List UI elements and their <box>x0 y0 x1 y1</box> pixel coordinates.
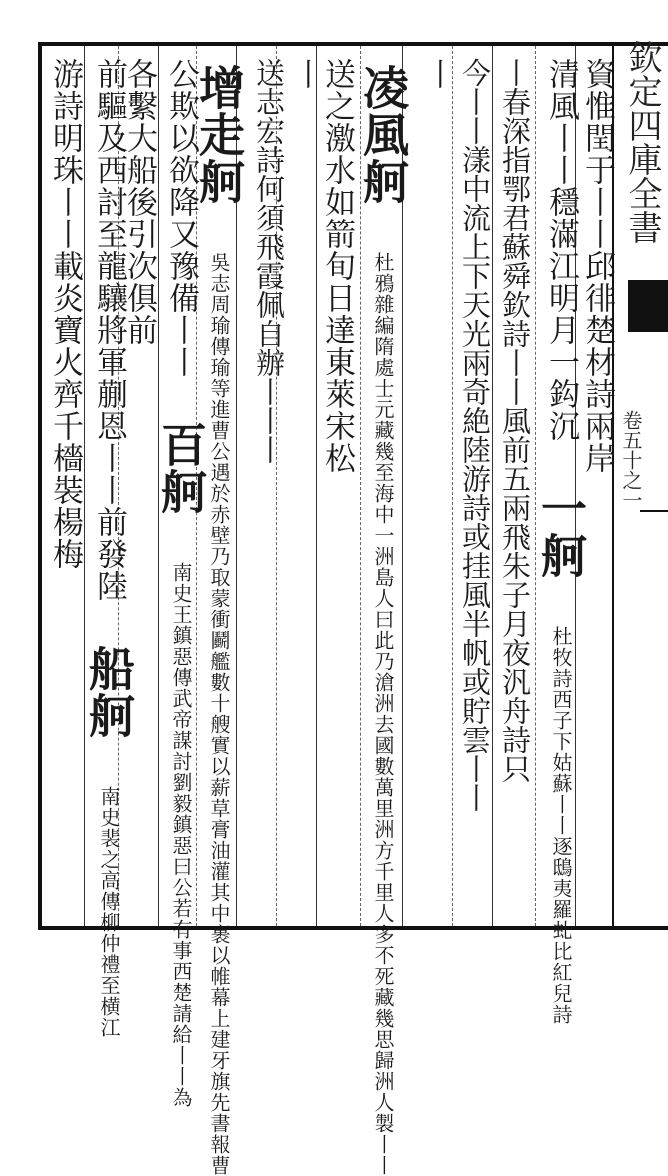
column-text: 前驅及西討至龍驤將軍蒯恩丨丨前發陸 <box>91 58 127 602</box>
text-column: 送之激水如箭旬日達東萊宋松 <box>319 58 355 474</box>
text-column: 資惟閏于丨丨邱徘楚材詩兩岸 <box>579 58 615 474</box>
text-column: 送志宏詩何須飛霞佩自辦丨丨丨 <box>252 58 286 464</box>
column-rule <box>84 46 85 926</box>
text-column: 今丨丨漾中流上下天光兩奇絶陸游詩或挂風半帆或貯雲丨丨 <box>458 58 492 812</box>
annotation: 吳志周瑜傳瑜等進曹公遇於赤壁乃取蒙衝鬬艦數十艘實以薪草膏油灌其中裹以帷幕上建牙旗先書報曹 <box>207 252 231 1176</box>
fish-tail-mark <box>628 280 668 332</box>
text-column <box>534 58 588 1025</box>
annotation: 南史王鎮惡傳武帝謀討劉毅鎮惡曰公若有事西楚請給丨丨為 <box>169 562 193 1108</box>
headword: 百舸 <box>154 421 208 515</box>
column-text: 公欺以欲降又豫備丨丨 <box>163 58 199 378</box>
text-column: 各繫大船後引次俱前 <box>121 58 157 346</box>
annotation: 杜牧詩西子下姑蘇丨丨逐鴟夷羅虬比紅兒詩 <box>549 626 573 1025</box>
text-column <box>356 58 410 1176</box>
annotation: 杜鴉雜編隋處士元藏幾至海中一洲島人曰此乃滄洲去國數萬里洲方千里人多不死藏幾思歸洲人製丨丨 <box>371 252 395 1176</box>
headword: 船舸 <box>82 645 136 739</box>
text-column <box>154 58 208 1108</box>
column-text: 清風丨丨穩滿江明月一鈎沉 <box>543 58 579 442</box>
text-column: 丨 <box>419 58 455 90</box>
text-column: 丨 <box>287 58 323 90</box>
text-column: 游詩明珠丨丨載炎寶火齊千檣裝楊梅 <box>47 58 83 570</box>
headword: 凌風舸 <box>356 64 410 205</box>
text-column <box>82 58 136 1038</box>
headword: 增走舸 <box>192 64 246 205</box>
annotation: 南史裴之高傳柳仲禮至横江 <box>97 786 121 1038</box>
text-column: 丨春深指鄂君蘇舜欽詩丨丨風前五兩飛朱子月夜汎舟詩只 <box>498 58 532 783</box>
volume-rule <box>640 510 668 512</box>
headword: 一舸 <box>534 485 588 579</box>
book-title: 欽定四庫全書 <box>622 40 662 244</box>
volume-label: 卷五十之一 <box>619 410 643 510</box>
